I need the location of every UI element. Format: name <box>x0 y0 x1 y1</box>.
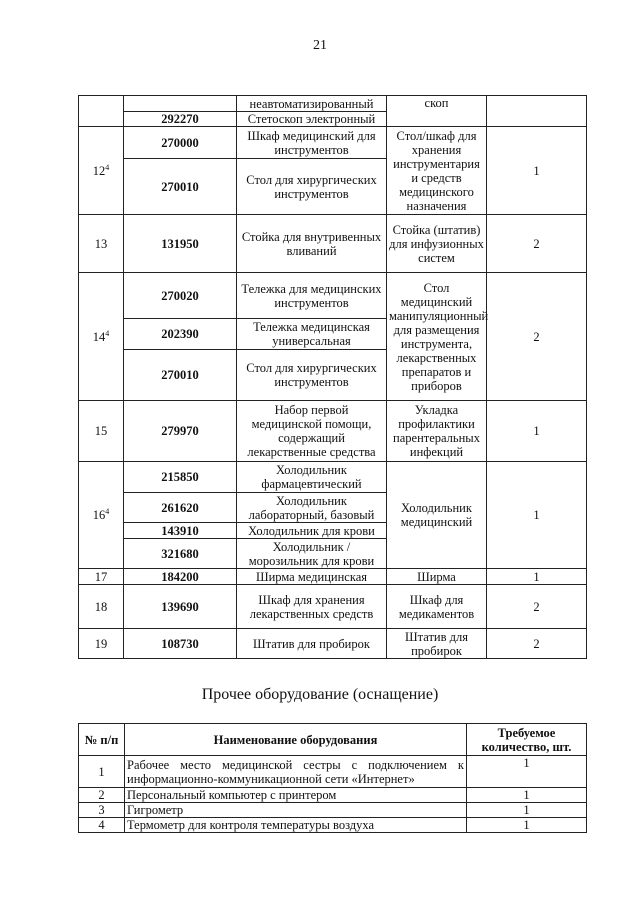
qty-cell: 2 <box>487 585 587 629</box>
qty-cell <box>487 96 587 127</box>
table-row <box>79 273 587 319</box>
row-number-cell: $14^4$ <box>79 273 124 401</box>
qty-cell: 1 <box>487 462 587 569</box>
row-number-cell: 15 <box>79 401 124 462</box>
qty-cell: 1 <box>467 803 587 818</box>
row-number-cell: 1 <box>79 756 125 788</box>
name-cell: Стойка для внутривенных вливаний <box>237 215 387 273</box>
name-cell: Набор первой медицинской помощи, содержащий лекарственные средства <box>237 401 387 462</box>
qty-cell: 1 <box>467 756 587 788</box>
code-cell: 215850 <box>124 462 237 493</box>
code-cell: 321680 <box>124 539 237 569</box>
type-cell: Стойка (штатив) для инфузионных систем <box>387 215 487 273</box>
name-cell: Термометр для контроля температуры воздуха <box>125 818 467 833</box>
code-cell: 270020 <box>124 273 237 319</box>
name-cell: Тележка для медицинских инструментов <box>237 273 387 319</box>
table-row <box>79 585 587 629</box>
table-row <box>79 462 587 493</box>
code-cell: 108730 <box>124 629 237 659</box>
table-header-row <box>79 724 587 756</box>
name-cell: неавтоматизированный <box>237 96 387 112</box>
name-cell: Холодильник фармацевтический <box>237 462 387 493</box>
column-header-name: Наименование оборудования <box>125 724 467 756</box>
code-cell: 270010 <box>124 350 237 401</box>
qty-cell: 2 <box>487 629 587 659</box>
qty-cell: 1 <box>487 127 587 215</box>
table-row <box>79 127 587 159</box>
name-cell: Стол для хирургических инструментов <box>237 350 387 401</box>
row-number-cell: 3 <box>79 803 125 818</box>
qty-cell: 1 <box>467 788 587 803</box>
row-number-cell: 2 <box>79 788 125 803</box>
code-cell: 292270 <box>124 112 237 127</box>
type-cell: Холодильник медицинский <box>387 462 487 569</box>
page-number: 21 <box>313 38 327 53</box>
table-row <box>79 629 587 659</box>
name-cell: Стол для хирургических инструментов <box>237 159 387 215</box>
type-cell: Ширма <box>387 569 487 585</box>
table-row <box>79 756 587 788</box>
code-cell: 131950 <box>124 215 237 273</box>
table-row <box>79 215 587 273</box>
row-number-cell: 17 <box>79 569 124 585</box>
row-number-cell: 13 <box>79 215 124 273</box>
code-cell: 139690 <box>124 585 237 629</box>
row-number-cell: $12^4$ <box>79 127 124 215</box>
type-cell: Укладка профилактики парентеральных инфекций <box>387 401 487 462</box>
name-cell: Персональный компьютер с принтером <box>125 788 467 803</box>
table-row <box>79 788 587 803</box>
qty-cell: 1 <box>487 401 587 462</box>
name-cell: Тележка медицинская универсальная <box>237 319 387 350</box>
name-cell: Штатив для пробирок <box>237 629 387 659</box>
name-cell: Холодильник для крови <box>237 523 387 539</box>
name-cell: Шкаф медицинский для инструментов <box>237 127 387 159</box>
name-cell: Рабочее место медицинской сестры с подключением к информационно-коммуникационной сети «Интернет» <box>125 756 467 788</box>
type-cell: Стол медицинский манипуляционный для размещения инструмента, лекарственных препаратов и приборов <box>387 273 487 401</box>
name-cell: Шкаф для хранения лекарственных средств <box>237 585 387 629</box>
row-number-cell <box>79 96 124 127</box>
code-cell: 279970 <box>124 401 237 462</box>
name-cell: Холодильник /морозильник для крови <box>237 539 387 569</box>
code-cell: 184200 <box>124 569 237 585</box>
row-number-cell: $16^4$ <box>79 462 124 569</box>
column-header-qty: Требуемое количество, шт. <box>467 724 587 756</box>
code-cell: 270010 <box>124 159 237 215</box>
row-number-cell: 19 <box>79 629 124 659</box>
table-row <box>79 818 587 833</box>
section-title: Прочее оборудование (оснащение) <box>201 686 439 703</box>
type-cell: скоп <box>387 96 487 127</box>
qty-cell: 1 <box>467 818 587 833</box>
type-cell: Шкаф для медикаментов <box>387 585 487 629</box>
row-number-cell: 4 <box>79 818 125 833</box>
other-equipment-table <box>78 723 587 833</box>
code-cell <box>124 96 237 112</box>
type-cell: Стол/шкаф для хранения инструментария и средств медицинского назначения <box>387 127 487 215</box>
name-cell: Гигрометр <box>125 803 467 818</box>
qty-cell: 2 <box>487 215 587 273</box>
table-row <box>79 96 587 112</box>
table-row <box>79 803 587 818</box>
name-cell: Стетоскоп электронный <box>237 112 387 127</box>
code-cell: 261620 <box>124 493 237 523</box>
equipment-table <box>78 95 587 659</box>
type-cell: Штатив для пробирок <box>387 629 487 659</box>
row-number-cell: 18 <box>79 585 124 629</box>
qty-cell: 2 <box>487 273 587 401</box>
qty-cell: 1 <box>487 569 587 585</box>
name-cell: Холодильник лабораторный, базовый <box>237 493 387 523</box>
code-cell: 143910 <box>124 523 237 539</box>
name-cell: Ширма медицинская <box>237 569 387 585</box>
code-cell: 270000 <box>124 127 237 159</box>
column-header-num: № п/п <box>79 724 125 756</box>
code-cell: 202390 <box>124 319 237 350</box>
table-row <box>79 569 587 585</box>
table-row <box>79 401 587 462</box>
